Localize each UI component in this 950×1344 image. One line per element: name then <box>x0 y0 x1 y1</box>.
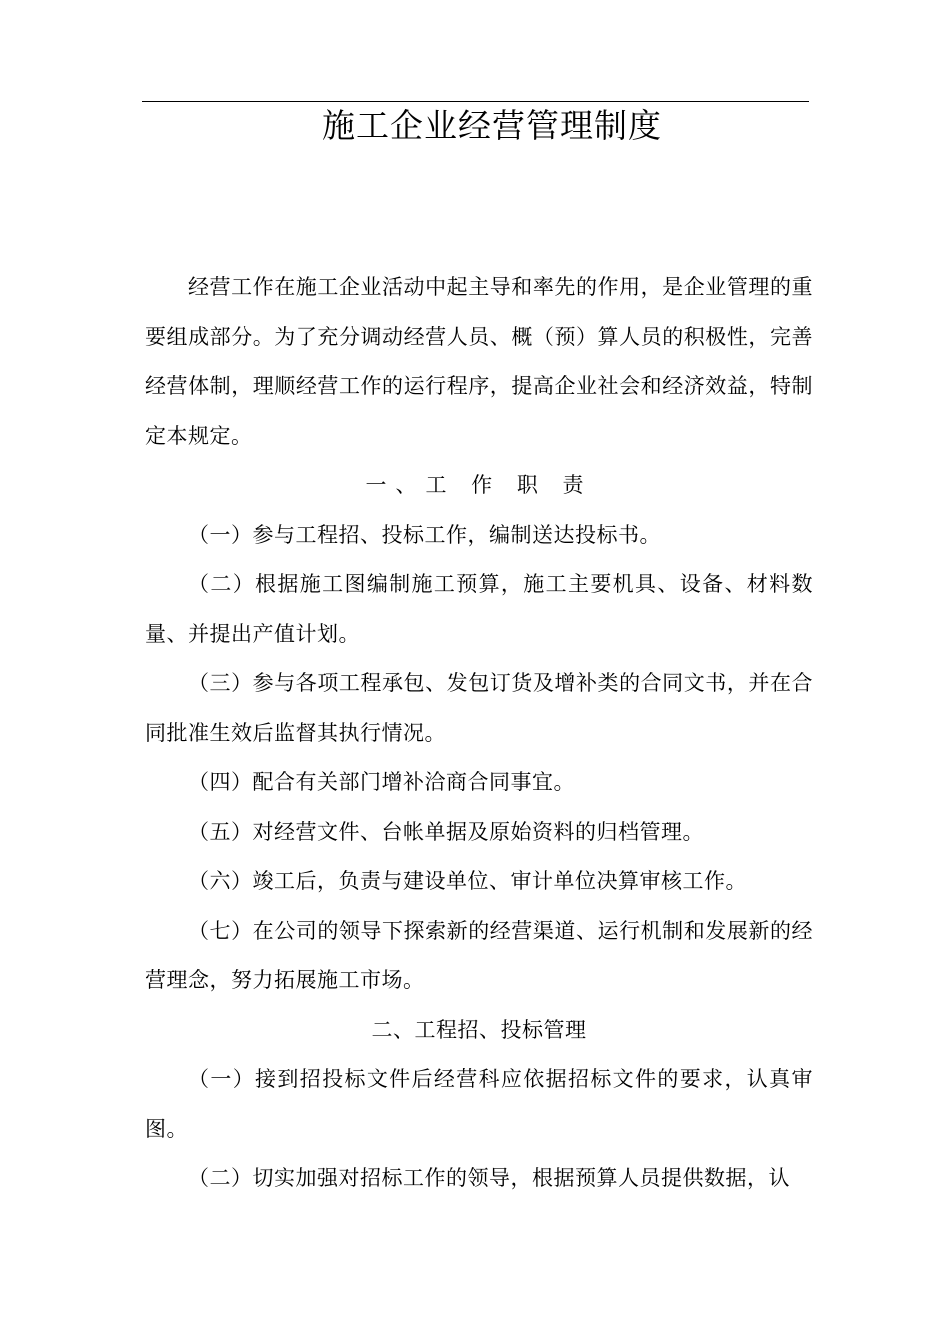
intro-paragraph: 经营工作在施工企业活动中起主导和率先的作用，是企业管理的重要组成部分。为了充分调动经营人员、概（预）算人员的积极性，完善经营体制，理顺经营工作的运行程序，提高企业社会和经济效益，特制定本规定。 <box>145 275 813 448</box>
section-heading-bidding: 二、工程招、投标管理 <box>371 1017 587 1042</box>
duty-item: （五）对经营文件、台帐单据及原始资料的归档管理。 <box>188 819 704 844</box>
duty-item: （七）在公司的领导下探索新的经营渠道、运行机制和发展新的经营理念，努力拓展施工市场。 <box>145 918 813 992</box>
duty-item: （六）竣工后，负责与建设单位、审计单位决算审核工作。 <box>188 869 747 893</box>
duty-item: （一）参与工程招、投标工作，编制送达投标书。 <box>188 522 661 547</box>
duty-item: （三）参与各项工程承包、发包订货及增补类的合同文书，并在合同批准生效后监督其执行情况。 <box>145 671 813 745</box>
document-title: 施工企业经营管理制度 <box>322 106 662 145</box>
header-rule <box>142 101 809 102</box>
section-heading-duties: 一、工 作 职 责 <box>365 473 593 497</box>
bidding-item: （二）切实加强对招标工作的领导，根据预算人员提供数据，认 <box>188 1166 790 1190</box>
duty-item: （二）根据施工图编制施工预算，施工主要机具、设备、材料数量、并提出产值计划。 <box>145 572 813 646</box>
duty-item: （四）配合有关部门增补洽商合同事宜。 <box>188 770 575 794</box>
document-body <box>145 263 813 1204</box>
bidding-item: （一）接到招投标文件后经营科应依据招标文件的要求，认真审图。 <box>145 1067 813 1141</box>
